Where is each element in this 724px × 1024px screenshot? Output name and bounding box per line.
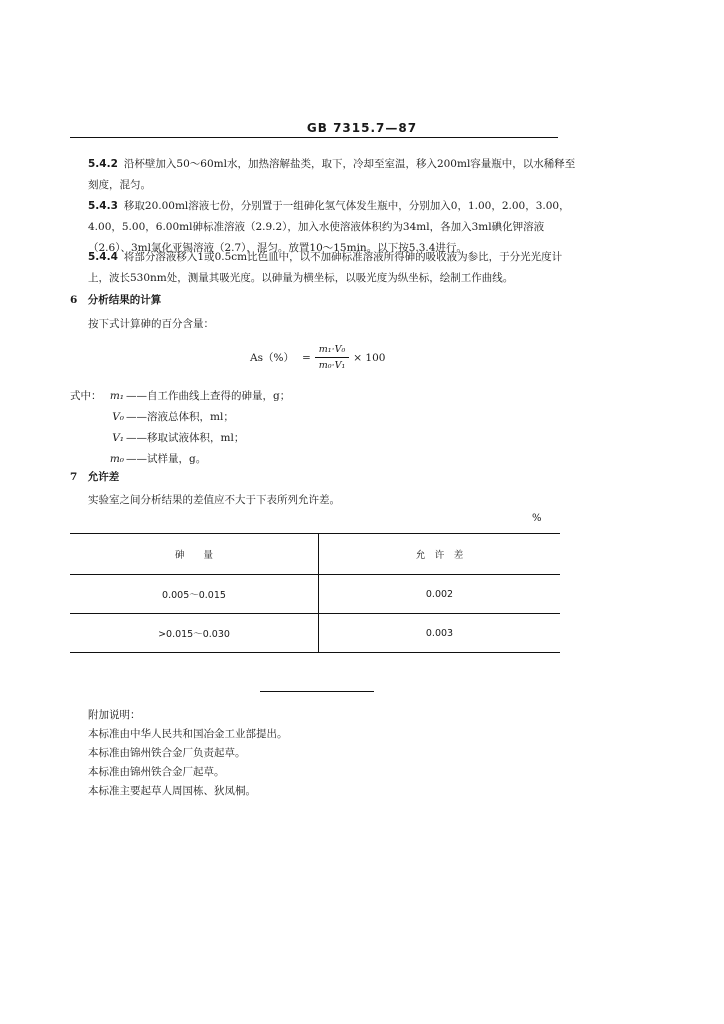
formula-tail: × 100 <box>353 351 386 364</box>
header-rule <box>70 137 558 138</box>
notes-divider <box>260 691 374 692</box>
formula-equals: = <box>301 351 311 364</box>
variable-row <box>70 386 290 407</box>
table-cell: 0.002 <box>319 575 561 614</box>
clause-number: 5.4.3 <box>88 200 118 212</box>
table-cell: 0.003 <box>319 614 561 653</box>
vars-lead: 式中： <box>70 390 102 402</box>
clause-text: 将部分溶液移入1或0.5cm比色皿中，以不加砷标准溶液所得砷的吸收液为参比，于分光光度计上，波长530nm处，测量其吸光度。以砷量为横坐标，以吸光度为纵坐标，绘制工作曲线。 <box>88 251 563 284</box>
variable-description: ——移取试液体积，ml； <box>126 432 245 444</box>
tolerance-table <box>70 533 560 653</box>
note-line: 本标准由中华人民共和国冶金工业部提出。 <box>88 728 288 740</box>
variable-symbol: m₁ <box>109 390 124 402</box>
clause-number: 5.4.2 <box>88 158 118 170</box>
section-6-heading: 6 分析结果的计算 <box>70 294 162 306</box>
paragraph-5-4-2 <box>70 154 578 196</box>
variable-row <box>70 428 290 449</box>
clause-number: 5.4.4 <box>88 251 118 263</box>
section-7-intro: 实验室之间分析结果的差值应不大于下表所列允许差。 <box>88 494 340 506</box>
table-row <box>70 614 560 653</box>
variable-symbol: m₀ <box>109 453 124 465</box>
notes-title: 附加说明： <box>88 709 141 721</box>
note-line: 本标准由锦州铁合金厂负责起草。 <box>88 747 246 759</box>
note-line: 本标准主要起草人周国栋、狄凤桐。 <box>88 785 256 797</box>
variable-description: ——自工作曲线上查得的砷量，g； <box>126 390 291 402</box>
additional-notes <box>88 706 288 801</box>
note-line: 本标准由锦州铁合金厂起草。 <box>88 766 225 778</box>
variable-symbol: V₁ <box>112 432 124 444</box>
clause-text: 移取20.00ml溶液七份，分别置于一组砷化氢气体发生瓶中，分别加入0，1.00，2.00，3.00，4.00，5.00，6.00ml砷标准溶液（2.9.2），加入水使溶液体积约为34ml，各加入3ml碘化钾溶液（2.6）、3ml氯化亚锡溶液（2.7），混匀。放置10～15min。以下按5.3.4进行。 <box>88 200 570 254</box>
formula-numerator: m₁·V₀ <box>315 344 350 358</box>
table-header-row <box>70 534 560 575</box>
column-header-arsenic: 砷 量 <box>70 534 319 575</box>
variable-symbol: V₀ <box>112 411 124 423</box>
formula-denominator: m₀·V₁ <box>318 360 346 371</box>
standard-code: GB 7315.7—87 <box>306 121 418 135</box>
variable-row <box>70 407 290 428</box>
table-cell: 0.005～0.015 <box>70 575 319 614</box>
variable-description: ——溶液总体积，ml； <box>126 411 234 423</box>
variable-row <box>70 449 290 470</box>
table-cell: >0.015～0.030 <box>70 614 319 653</box>
variable-description: ——试样量，g。 <box>126 453 207 465</box>
section-7-heading: 7 允许差 <box>70 471 120 483</box>
formula-lhs: As（%） <box>250 352 294 364</box>
formula-fraction <box>315 344 350 371</box>
section-6-intro: 按下式计算砷的百分含量： <box>88 318 214 330</box>
table-row <box>70 575 560 614</box>
table-unit: % <box>532 513 542 524</box>
variable-definitions <box>70 386 290 470</box>
arsenic-formula <box>250 344 385 371</box>
clause-text: 沿杯壁加入50～60ml水，加热溶解盐类，取下，冷却至室温，移入200ml容量瓶中，以水稀释至刻度，混匀。 <box>88 158 576 191</box>
paragraph-5-4-4 <box>70 247 578 289</box>
column-header-tolerance: 允 许 差 <box>319 534 561 575</box>
